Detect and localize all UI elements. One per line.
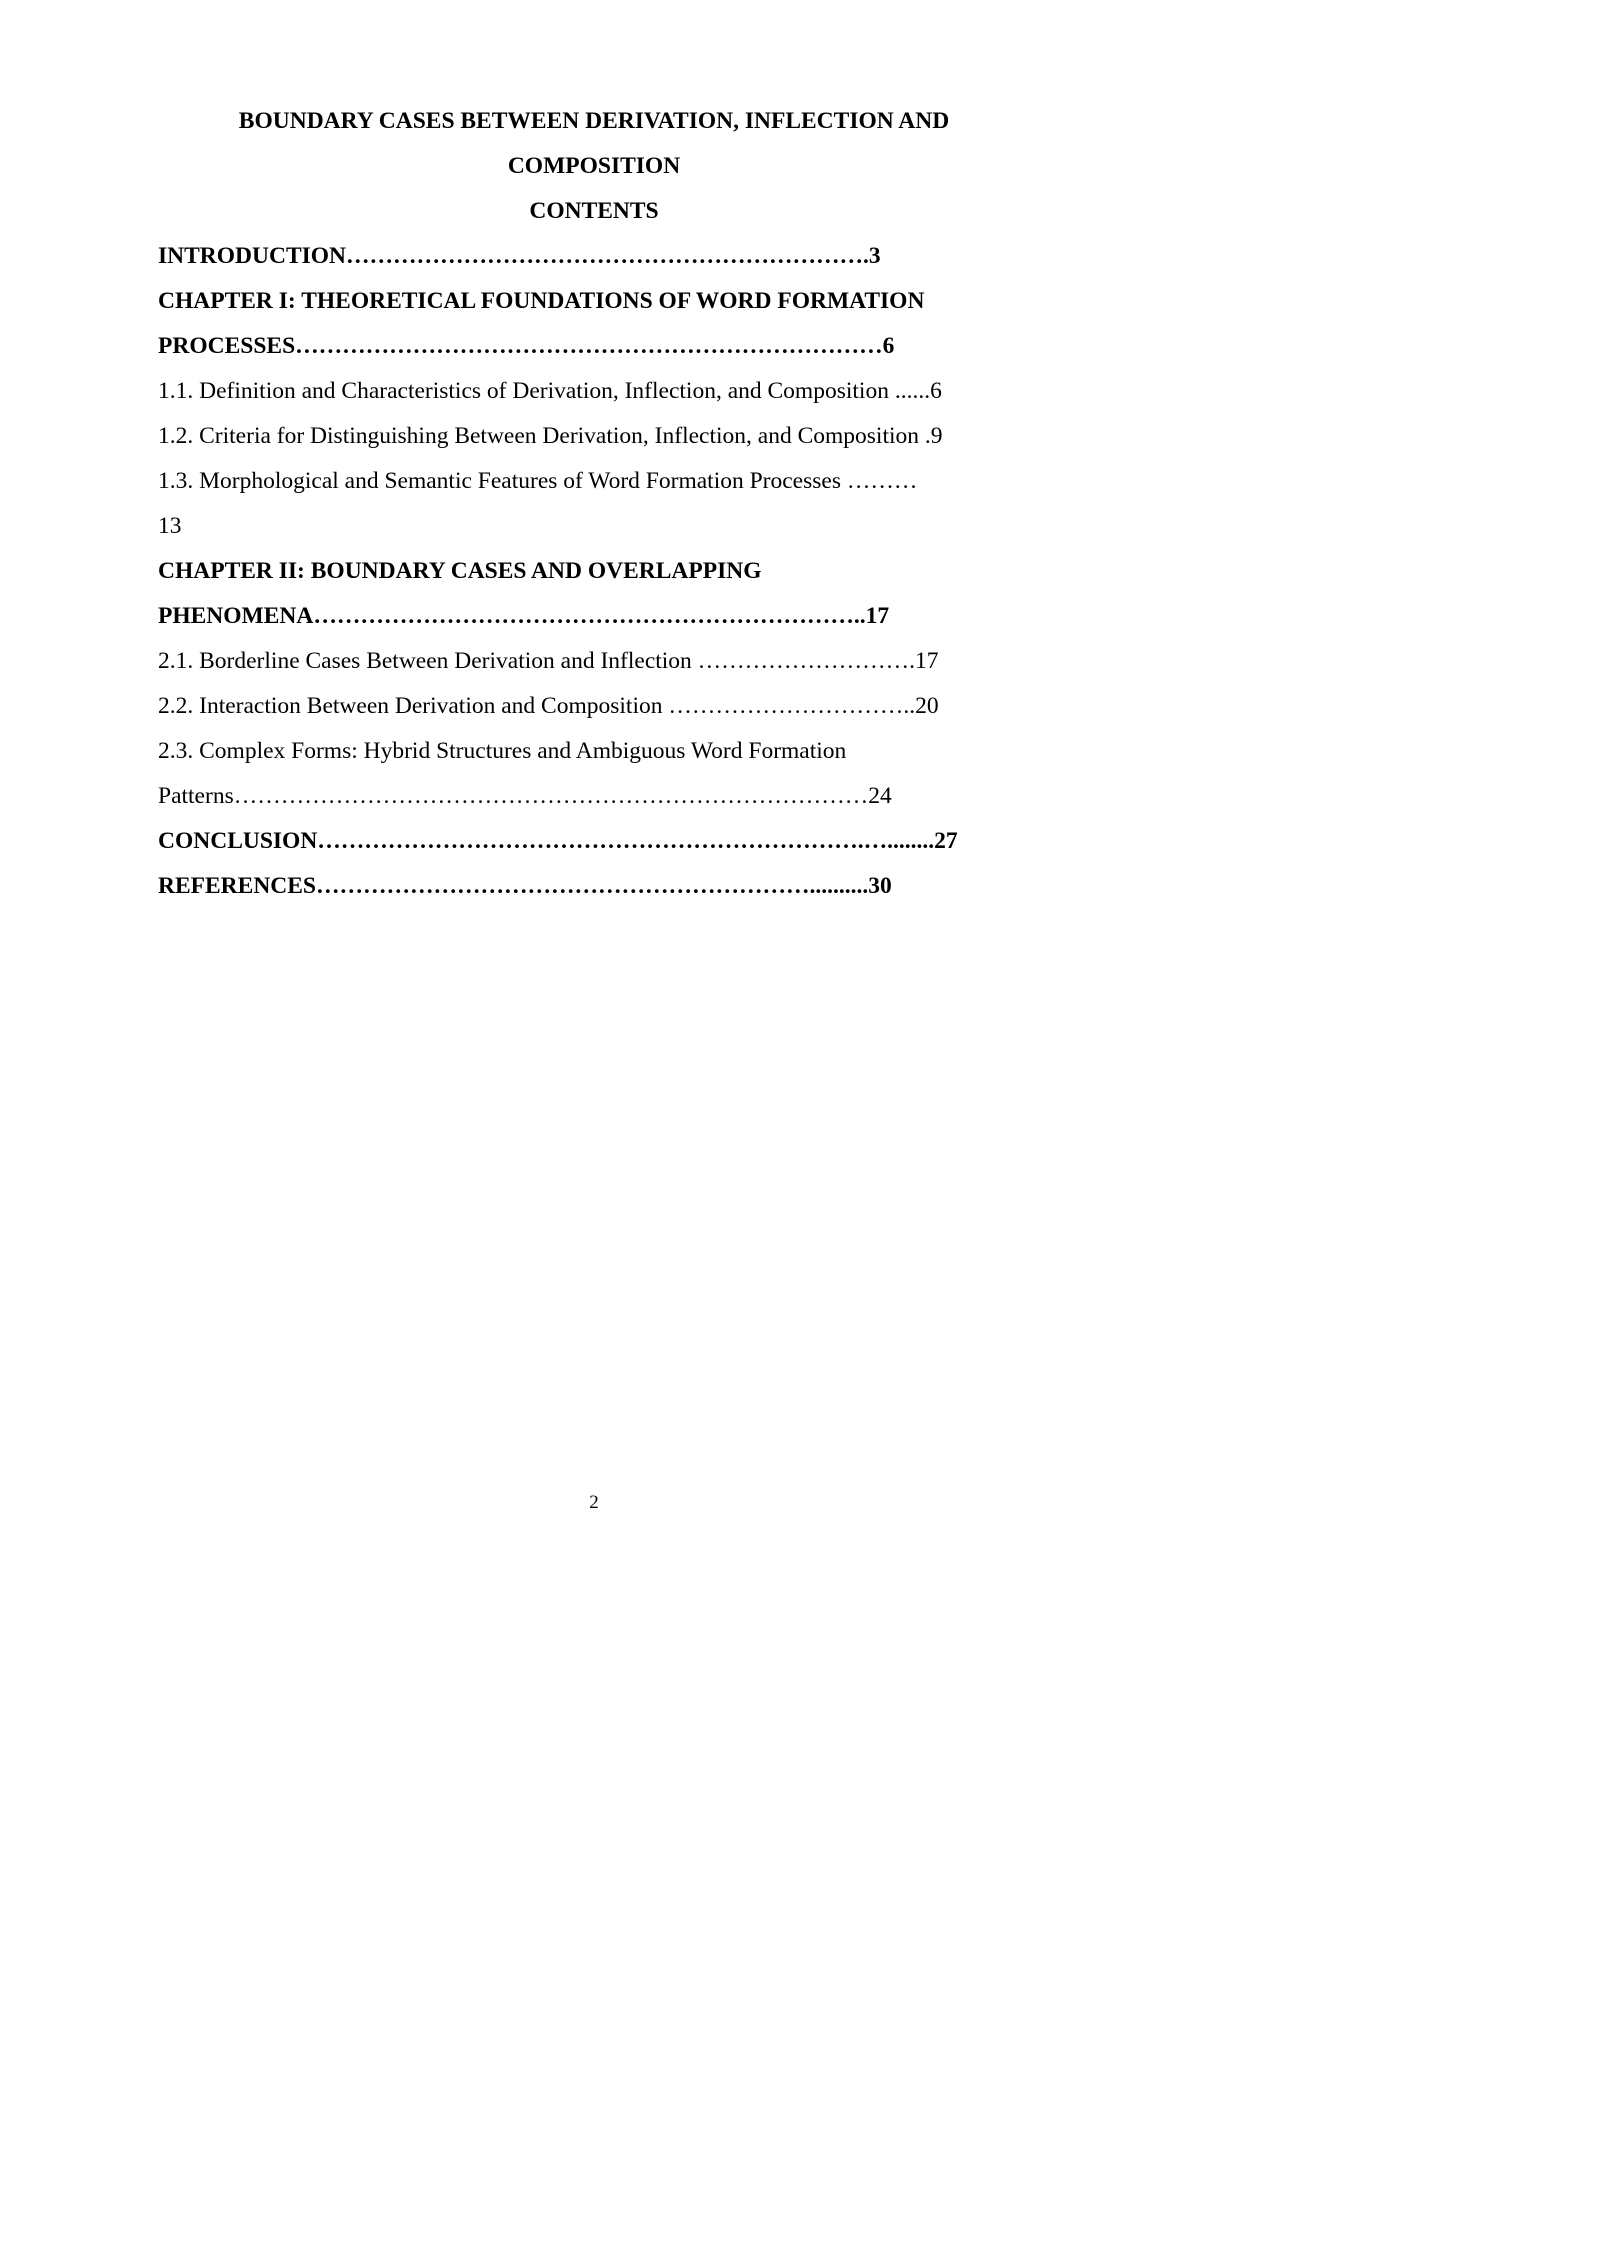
toc-entry-2-3-cont: Patterns………………………………………………………………………24: [158, 783, 892, 809]
toc-entry-chapter-1-title: CHAPTER I: THEORETICAL FOUNDATIONS OF WORD FORMATION: [158, 288, 925, 314]
page-number: 2: [589, 1492, 599, 1513]
document-title-line-2: COMPOSITION: [507, 153, 681, 179]
toc-entry-introduction: INTRODUCTION………………………………………………………….3: [158, 243, 881, 269]
toc-entry-1-3: 1.3. Morphological and Semantic Features of Word Formation Processes ………: [158, 468, 918, 494]
document-page: [0, 0, 1101, 1557]
toc-entry-1-3-page: 13: [158, 513, 182, 539]
toc-entry-2-2: 2.2. Interaction Between Derivation and Composition …………………………..20: [158, 693, 939, 719]
toc-entry-2-3: 2.3. Complex Forms: Hybrid Structures and Ambiguous Word Formation: [158, 738, 847, 764]
toc-entry-chapter-2-title-cont: PHENOMENA……………………………………………………………..17: [158, 603, 890, 629]
document-title-line-1: BOUNDARY CASES BETWEEN DERIVATION, INFLECTION AND: [238, 108, 950, 134]
toc-entry-chapter-1-title-cont: PROCESSES…………………………………………………………………6: [158, 333, 895, 359]
toc-entry-1-2: 1.2. Criteria for Distinguishing Between Derivation, Inflection, and Composition .9: [158, 423, 943, 449]
toc-entry-conclusion: CONCLUSION…………………………………………………………….…........27: [158, 828, 958, 854]
toc-entry-2-1: 2.1. Borderline Cases Between Derivation and Inflection ……………………….17: [158, 648, 939, 674]
toc-entry-references: REFERENCES………………………………………………………..........30: [158, 873, 892, 899]
contents-heading: CONTENTS: [529, 198, 659, 224]
toc-entry-chapter-2-title: CHAPTER II: BOUNDARY CASES AND OVERLAPPING: [158, 558, 762, 584]
toc-entry-1-1: 1.1. Definition and Characteristics of Derivation, Inflection, and Composition ......6: [158, 378, 942, 404]
